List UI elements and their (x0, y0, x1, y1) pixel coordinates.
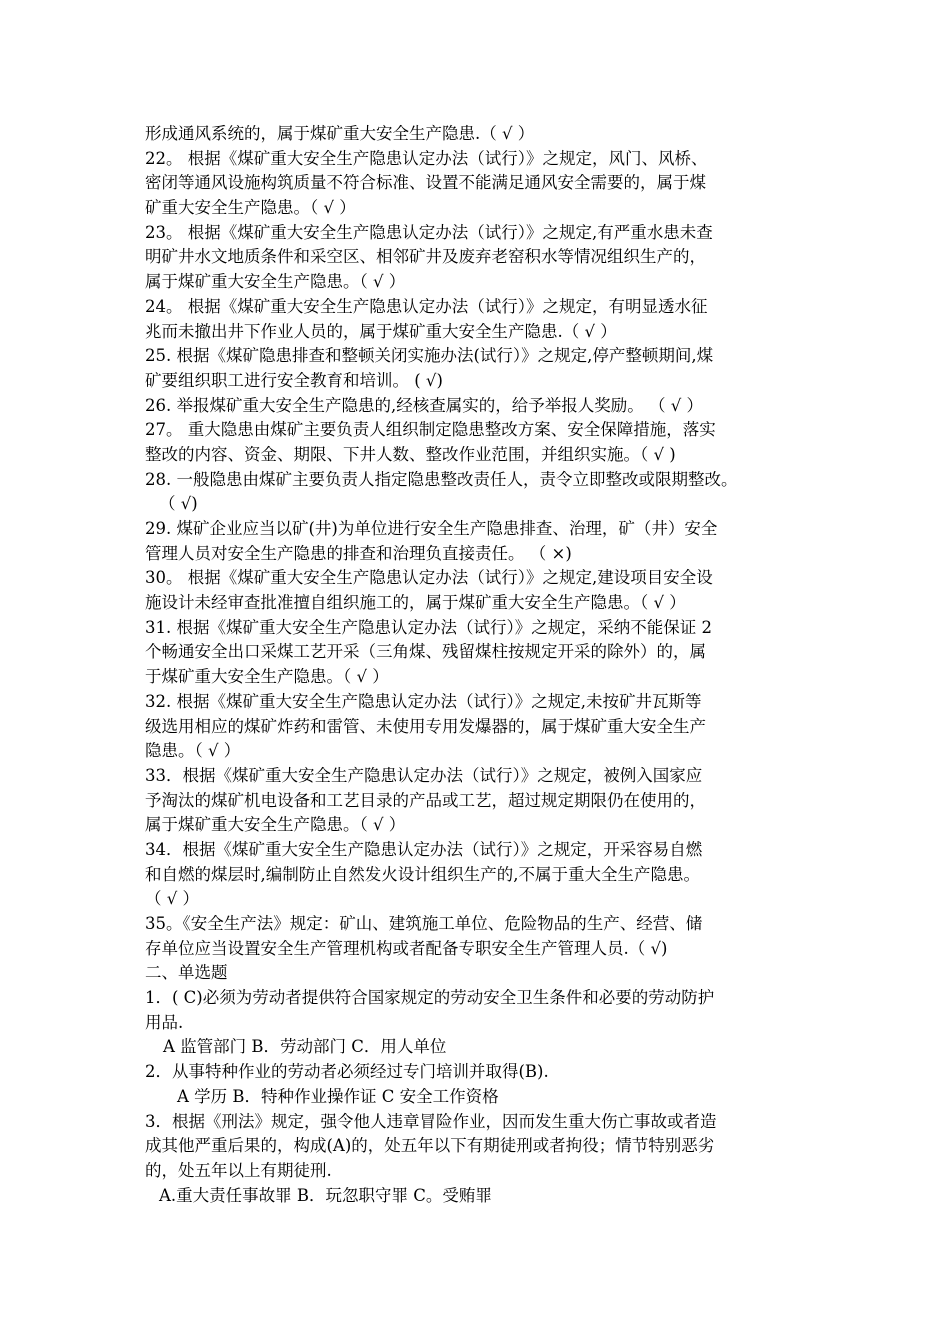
text-line: 于煤矿重大安全生产隐患。（ √ ） (145, 667, 389, 687)
text-line: 兆而未撤出井下作业人员的，属于煤矿重大安全生产隐患.（ √ ） (145, 321, 617, 341)
question-30: 30。 根据《煤矿重大安全生产隐患认定办法（试行）》之规定,建设项目安全设 (145, 568, 713, 588)
text-line: 予淘汰的煤矿机电设备和工艺目录的产品或工艺，超过规定期限仍在使用的， (145, 790, 706, 810)
text-line: 级选用相应的煤矿炸药和雷管、未使用专用发爆器的，属于煤矿重大安全生产 (145, 716, 706, 736)
question-26: 26. 举报煤矿重大安全生产隐患的,经核查属实的，给予举报人奖励。 （ √ ） (145, 395, 703, 415)
text-line: 成其他严重后果的，构成(A)的，处五年以下有期徒刑或者拘役；情节特别恶劣 (145, 1136, 715, 1156)
question-33: 33．根据《煤矿重大安全生产隐患认定办法（试行）》之规定，被例入国家应 (145, 765, 703, 785)
question-24: 24。 根据《煤矿重大安全生产隐患认定办法（试行）》之规定，有明显透水征 (145, 296, 708, 316)
single-choice-3: 3．根据《刑法》规定，强令他人违章冒险作业，因而发生重大伤亡事故或者造 (145, 1111, 717, 1131)
question-29: 29. 煤矿企业应当以矿(井)为单位进行安全生产隐患排查、治理，矿（井）安全 (145, 519, 718, 538)
single-choice-2: 2．从事特种作业的劳动者必须经过专门培训并取得(B). (145, 1062, 549, 1082)
text-line: 明矿井水文地质条件和采空区、相邻矿井及废弃老窑积水等情况组织生产的， (145, 247, 706, 267)
text-line: 存单位应当设置安全生产管理机构或者配备专职安全生产管理人员.（ √) (145, 938, 668, 958)
text-line: 属于煤矿重大安全生产隐患。（ √ ） (145, 272, 406, 292)
options-line: A 监管部门 B．劳动部门 C．用人单位 (163, 1037, 447, 1057)
text-line: 整改的内容、资金、期限、下井人数、整改作业范围，并组织实施。（ √ ) (145, 444, 676, 464)
section-heading: 二、单选题 (145, 963, 228, 983)
text-line: 密闭等通风设施构筑质量不符合标准、设置不能满足通风安全需要的，属于煤 (145, 173, 706, 193)
question-23: 23。 根据《煤矿重大安全生产隐患认定办法（试行）》之规定,有严重水患未查 (145, 222, 713, 242)
document-page (145, 122, 815, 1208)
text-line: 和自燃的煤层时,编制防止自然发火设计组织生产的,不属于重大全生产隐患。 (145, 864, 700, 884)
question-35: 35。《安全生产法》规定：矿山、建筑施工单位、危险物品的生产、经营、储 (145, 914, 703, 933)
text-line: 的，处五年以上有期徒刑. (145, 1160, 332, 1180)
text-line: 用品. (145, 1012, 184, 1032)
question-25: 25. 根据《煤矿隐患排查和整顿关闭实施办法(试行）》之规定,停产整顿期间,煤 (145, 346, 714, 366)
text-line: 矿要组织职工进行安全教育和培训。 ( √) (145, 370, 443, 390)
text-line: 形成通风系统的，属于煤矿重大安全生产隐患.（ √ ） (145, 124, 535, 143)
options-line: A.重大责任事故罪 B．玩忽职守罪 C。受贿罪 (159, 1185, 492, 1205)
question-32: 32. 根据《煤矿重大安全生产隐患认定办法（试行）》之规定,未按矿井瓦斯等 (145, 691, 702, 711)
question-34: 34．根据《煤矿重大安全生产隐患认定办法（试行）》之规定，开采容易自燃 (145, 839, 703, 859)
text-line: 属于煤矿重大安全生产隐患。（ √ ） (145, 815, 406, 835)
question-28: 28. 一般隐患由煤矿主要负责人指定隐患整改责任人，责令立即整改或限期整改。 (145, 469, 738, 489)
text-line: 个畅通安全出口采煤工艺开采（三角煤、残留煤柱按规定开采的除外）的，属 (145, 642, 706, 662)
single-choice-1: 1．( C)必须为劳动者提供符合国家规定的劳动安全卫生条件和必要的劳动防护 (145, 988, 715, 1008)
text-line: （ √ ） (145, 889, 200, 909)
text-line: （ √) (159, 494, 198, 514)
text-line: 管理人员对安全生产隐患的排查和治理负直接责任。 （ ×) (145, 543, 572, 563)
question-27: 27。 重大隐患由煤矿主要负责人组织制定隐患整改方案、安全保障措施，落实 (145, 420, 716, 440)
question-22: 22。 根据《煤矿重大安全生产隐患认定办法（试行）》之规定，风门、风桥、 (145, 148, 708, 168)
text-line: 隐患。（ √ ） (145, 741, 241, 761)
question-31: 31. 根据《煤矿重大安全生产隐患认定办法（试行）》之规定，采纳不能保证 2 (145, 617, 712, 637)
text-line: 矿重大安全生产隐患。（ √ ） (145, 198, 356, 218)
text-line: 施设计未经审查批准擅自组织施工的，属于煤矿重大安全生产隐患。（ √ ） (145, 593, 686, 613)
options-line: A 学历 B．特种作业操作证 C 安全工作资格 (177, 1086, 499, 1106)
